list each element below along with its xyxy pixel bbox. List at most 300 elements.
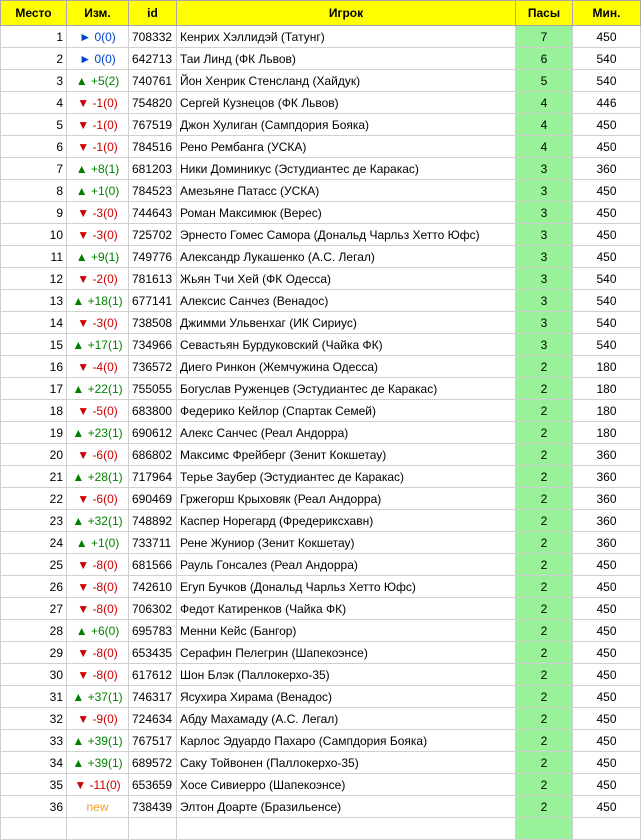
change-value: -4(0): [92, 359, 118, 374]
change-value: +39(1): [87, 755, 123, 770]
place-cell[interactable]: 24: [1, 532, 67, 554]
player-cell[interactable]: Амезьяне Патасс (УСКА): [177, 180, 516, 202]
change-value: -6(0): [92, 491, 118, 506]
place-cell[interactable]: 12: [1, 268, 67, 290]
change-cell[interactable]: [67, 664, 129, 686]
id-cell[interactable]: 690469: [129, 488, 177, 510]
arrow-down-icon: ▼: [77, 579, 90, 594]
header-change[interactable]: Изм.: [67, 1, 129, 26]
change-cell[interactable]: [67, 290, 129, 312]
table-row[interactable]: [1, 730, 641, 752]
player-cell[interactable]: Федерико Кейлор (Спартак Семей): [177, 400, 516, 422]
table-row[interactable]: [1, 510, 641, 532]
place-cell[interactable]: 29: [1, 642, 67, 664]
change-value: -1(0): [92, 139, 118, 154]
id-cell[interactable]: 736572: [129, 356, 177, 378]
change-value: -8(0): [92, 645, 118, 660]
id-cell[interactable]: 617612: [129, 664, 177, 686]
arrow-right-icon: ►: [79, 51, 92, 66]
passes-cell[interactable]: 3: [516, 246, 573, 268]
arrow-up-icon: ▲: [72, 513, 85, 528]
passes-cell[interactable]: 5: [516, 70, 573, 92]
arrow-up-icon: ▲: [72, 293, 85, 308]
place-cell[interactable]: 26: [1, 576, 67, 598]
change-cell[interactable]: [67, 312, 129, 334]
passes-cell[interactable]: 2: [516, 532, 573, 554]
passes-cell[interactable]: 3: [516, 224, 573, 246]
change-value: -11(0): [89, 777, 121, 792]
arrow-down-icon: ▼: [77, 557, 90, 572]
table-row[interactable]: [1, 818, 641, 840]
passes-cell[interactable]: 6: [516, 48, 573, 70]
table-row[interactable]: [1, 664, 641, 686]
place-cell[interactable]: 33: [1, 730, 67, 752]
change-cell[interactable]: [67, 774, 129, 796]
minutes-cell[interactable]: 450: [573, 598, 641, 620]
passes-cell[interactable]: 2: [516, 488, 573, 510]
minutes-cell[interactable]: 446: [573, 92, 641, 114]
arrow-down-icon: ▼: [77, 315, 90, 330]
player-cell[interactable]: Менни Кейс (Бангор): [177, 620, 516, 642]
id-cell[interactable]: 784516: [129, 136, 177, 158]
id-cell[interactable]: 724634: [129, 708, 177, 730]
player-cell[interactable]: [177, 818, 516, 840]
player-cell[interactable]: Карлос Эдуардо Пахаро (Сампдория Бояка): [177, 730, 516, 752]
table-row[interactable]: [1, 686, 641, 708]
table-row[interactable]: [1, 136, 641, 158]
id-cell[interactable]: 734966: [129, 334, 177, 356]
place-cell[interactable]: 19: [1, 422, 67, 444]
table-row[interactable]: [1, 444, 641, 466]
minutes-cell[interactable]: 180: [573, 356, 641, 378]
place-cell[interactable]: 8: [1, 180, 67, 202]
table-row[interactable]: [1, 290, 641, 312]
table-row[interactable]: [1, 642, 641, 664]
passes-cell[interactable]: 7: [516, 26, 573, 48]
id-cell[interactable]: 738508: [129, 312, 177, 334]
place-cell[interactable]: 3: [1, 70, 67, 92]
place-cell[interactable]: 6: [1, 136, 67, 158]
minutes-cell[interactable]: 540: [573, 268, 641, 290]
table-row[interactable]: [1, 48, 641, 70]
player-cell[interactable]: Таи Линд (ФК Львов): [177, 48, 516, 70]
place-cell[interactable]: 15: [1, 334, 67, 356]
id-cell[interactable]: 677141: [129, 290, 177, 312]
change-value: -8(0): [92, 557, 118, 572]
header-id[interactable]: id: [129, 1, 177, 26]
arrow-down-icon: ▼: [77, 645, 90, 660]
change-cell[interactable]: [67, 202, 129, 224]
minutes-cell[interactable]: 360: [573, 466, 641, 488]
place-cell[interactable]: 36: [1, 796, 67, 818]
id-cell[interactable]: 781613: [129, 268, 177, 290]
passes-cell[interactable]: 3: [516, 290, 573, 312]
player-cell[interactable]: Рауль Гонсалез (Реал Андорра): [177, 554, 516, 576]
passes-cell[interactable]: 2: [516, 620, 573, 642]
table-row[interactable]: [1, 202, 641, 224]
passes-cell[interactable]: [516, 818, 573, 840]
table-row[interactable]: [1, 576, 641, 598]
change-cell[interactable]: [67, 378, 129, 400]
id-cell[interactable]: 717964: [129, 466, 177, 488]
passes-cell[interactable]: 3: [516, 334, 573, 356]
passes-cell[interactable]: 2: [516, 642, 573, 664]
change-cell[interactable]: [67, 686, 129, 708]
arrow-up-icon: ▲: [72, 425, 85, 440]
player-cell[interactable]: Севастьян Бурдуковский (Чайка ФК): [177, 334, 516, 356]
change-value: +9(1): [90, 249, 120, 264]
table-row[interactable]: [1, 70, 641, 92]
arrow-up-icon: ▲: [72, 689, 85, 704]
id-cell[interactable]: 725702: [129, 224, 177, 246]
id-cell[interactable]: 642713: [129, 48, 177, 70]
table-row[interactable]: [1, 334, 641, 356]
minutes-cell[interactable]: 180: [573, 378, 641, 400]
table-row[interactable]: [1, 356, 641, 378]
passes-cell[interactable]: 2: [516, 730, 573, 752]
change-cell[interactable]: [67, 246, 129, 268]
minutes-cell[interactable]: 360: [573, 158, 641, 180]
place-cell[interactable]: 21: [1, 466, 67, 488]
change-cell[interactable]: [67, 158, 129, 180]
place-cell[interactable]: 35: [1, 774, 67, 796]
change-cell[interactable]: [67, 818, 129, 840]
table-row[interactable]: [1, 554, 641, 576]
minutes-cell[interactable]: 360: [573, 488, 641, 510]
table-row[interactable]: [1, 774, 641, 796]
id-cell[interactable]: 683800: [129, 400, 177, 422]
arrow-down-icon: ▼: [77, 359, 90, 374]
player-cell[interactable]: Александр Лукашенко (А.С. Легал): [177, 246, 516, 268]
minutes-cell[interactable]: 450: [573, 686, 641, 708]
player-cell[interactable]: Каспер Норегард (Фредериксхавн): [177, 510, 516, 532]
id-cell[interactable]: 681203: [129, 158, 177, 180]
minutes-cell[interactable]: 540: [573, 70, 641, 92]
arrow-up-icon: ▲: [72, 381, 85, 396]
change-cell[interactable]: [67, 180, 129, 202]
change-value: 0(0): [94, 29, 116, 44]
passes-cell[interactable]: 2: [516, 356, 573, 378]
change-cell[interactable]: [67, 224, 129, 246]
minutes-cell[interactable]: 450: [573, 796, 641, 818]
place-cell[interactable]: 11: [1, 246, 67, 268]
player-cell[interactable]: Жьян Тчи Хей (ФК Одесса): [177, 268, 516, 290]
place-cell[interactable]: 16: [1, 356, 67, 378]
player-cell[interactable]: Егуп Бучков (Дональд Чарльз Хетто Юфс): [177, 576, 516, 598]
arrow-up-icon: ▲: [75, 249, 88, 264]
arrow-down-icon: ▼: [77, 95, 90, 110]
minutes-cell[interactable]: 450: [573, 752, 641, 774]
change-value: +1(0): [90, 535, 120, 550]
table-row[interactable]: [1, 158, 641, 180]
id-cell[interactable]: 748892: [129, 510, 177, 532]
place-cell[interactable]: 28: [1, 620, 67, 642]
player-cell[interactable]: Алексис Санчез (Венадос): [177, 290, 516, 312]
place-cell[interactable]: 9: [1, 202, 67, 224]
place-cell[interactable]: 31: [1, 686, 67, 708]
change-value: -1(0): [92, 117, 118, 132]
place-cell[interactable]: 1: [1, 26, 67, 48]
id-cell[interactable]: 755055: [129, 378, 177, 400]
arrow-down-icon: ▼: [77, 117, 90, 132]
passes-cell[interactable]: 2: [516, 466, 573, 488]
player-cell[interactable]: Алекс Санчес (Реал Андорра): [177, 422, 516, 444]
change-cell[interactable]: [67, 400, 129, 422]
change-cell[interactable]: [67, 26, 129, 48]
minutes-cell[interactable]: 450: [573, 730, 641, 752]
change-cell[interactable]: [67, 708, 129, 730]
passes-cell[interactable]: 2: [516, 400, 573, 422]
table-row[interactable]: [1, 598, 641, 620]
player-cell[interactable]: Федот Катиренков (Чайка ФК): [177, 598, 516, 620]
arrow-up-icon: ▲: [75, 623, 88, 638]
change-cell[interactable]: [67, 730, 129, 752]
change-cell[interactable]: [67, 576, 129, 598]
minutes-cell[interactable]: 180: [573, 400, 641, 422]
table-row[interactable]: [1, 532, 641, 554]
table-row[interactable]: [1, 378, 641, 400]
minutes-cell[interactable]: 450: [573, 554, 641, 576]
place-cell[interactable]: 25: [1, 554, 67, 576]
player-cell[interactable]: Серафин Пелегрин (Шапекоэнсе): [177, 642, 516, 664]
place-cell[interactable]: [1, 818, 67, 840]
passes-cell[interactable]: 3: [516, 202, 573, 224]
change-cell[interactable]: [67, 422, 129, 444]
table-row[interactable]: [1, 422, 641, 444]
place-cell[interactable]: 17: [1, 378, 67, 400]
id-cell[interactable]: 744643: [129, 202, 177, 224]
player-cell[interactable]: Кенрих Хэллидэй (Татунг): [177, 26, 516, 48]
passes-cell[interactable]: 3: [516, 268, 573, 290]
minutes-cell[interactable]: 360: [573, 510, 641, 532]
minutes-cell[interactable]: 360: [573, 444, 641, 466]
player-cell[interactable]: Ники Доминикус (Эстудиантес де Каракас): [177, 158, 516, 180]
passes-cell[interactable]: 2: [516, 554, 573, 576]
id-cell[interactable]: 784523: [129, 180, 177, 202]
change-value: -1(0): [92, 95, 118, 110]
id-cell[interactable]: 740761: [129, 70, 177, 92]
id-cell[interactable]: 653435: [129, 642, 177, 664]
player-cell[interactable]: Рене Жуниор (Зенит Кокшетау): [177, 532, 516, 554]
player-cell[interactable]: Джон Хулиган (Сампдория Бояка): [177, 114, 516, 136]
player-cell[interactable]: Абду Махамаду (А.С. Легал): [177, 708, 516, 730]
place-cell[interactable]: 5: [1, 114, 67, 136]
id-cell[interactable]: 653659: [129, 774, 177, 796]
passes-cell[interactable]: 4: [516, 114, 573, 136]
id-cell[interactable]: 742610: [129, 576, 177, 598]
change-cell[interactable]: [67, 334, 129, 356]
place-cell[interactable]: 14: [1, 312, 67, 334]
minutes-cell[interactable]: 180: [573, 422, 641, 444]
header-minutes[interactable]: Мин.: [573, 1, 641, 26]
minutes-cell[interactable]: 540: [573, 48, 641, 70]
place-cell[interactable]: 32: [1, 708, 67, 730]
minutes-cell[interactable]: 450: [573, 774, 641, 796]
id-cell[interactable]: 738439: [129, 796, 177, 818]
player-cell[interactable]: Богуслав Руженцев (Эстудиантес де Каракас): [177, 378, 516, 400]
id-cell[interactable]: 681566: [129, 554, 177, 576]
arrow-down-icon: ▼: [77, 403, 90, 418]
change-cell[interactable]: [67, 554, 129, 576]
passes-cell[interactable]: 3: [516, 158, 573, 180]
arrow-up-icon: ▲: [75, 73, 88, 88]
passes-cell[interactable]: 2: [516, 444, 573, 466]
id-cell[interactable]: 690612: [129, 422, 177, 444]
player-cell[interactable]: Ясухира Хирама (Венадос): [177, 686, 516, 708]
player-cell[interactable]: Йон Хенрик Стенсланд (Хайдук): [177, 70, 516, 92]
player-cell[interactable]: Джимми Ульвенхаг (ИК Сириус): [177, 312, 516, 334]
place-cell[interactable]: 4: [1, 92, 67, 114]
id-cell[interactable]: 689572: [129, 752, 177, 774]
player-cell[interactable]: Максимс Фрейберг (Зенит Кокшетау): [177, 444, 516, 466]
table-row[interactable]: [1, 752, 641, 774]
change-value: -8(0): [92, 667, 118, 682]
table-row[interactable]: [1, 180, 641, 202]
passes-cell[interactable]: 2: [516, 752, 573, 774]
player-cell[interactable]: Гржегорш Крыховяк (Реал Андорра): [177, 488, 516, 510]
minutes-cell[interactable]: [573, 818, 641, 840]
minutes-cell[interactable]: 450: [573, 246, 641, 268]
minutes-cell[interactable]: 450: [573, 576, 641, 598]
change-value: +23(1): [87, 425, 123, 440]
table-row[interactable]: [1, 708, 641, 730]
passes-cell[interactable]: 4: [516, 92, 573, 114]
id-cell[interactable]: 706302: [129, 598, 177, 620]
table-row[interactable]: [1, 246, 641, 268]
id-cell[interactable]: 754820: [129, 92, 177, 114]
header-passes[interactable]: Пасы: [516, 1, 573, 26]
passes-cell[interactable]: 2: [516, 598, 573, 620]
id-cell[interactable]: 695783: [129, 620, 177, 642]
minutes-cell[interactable]: 540: [573, 334, 641, 356]
place-cell[interactable]: 30: [1, 664, 67, 686]
place-cell[interactable]: 23: [1, 510, 67, 532]
table-row[interactable]: [1, 400, 641, 422]
change-cell[interactable]: [67, 642, 129, 664]
change-cell[interactable]: [67, 466, 129, 488]
player-cell[interactable]: Саку Тойвонен (Паллокерхо-35): [177, 752, 516, 774]
table-row[interactable]: [1, 466, 641, 488]
change-cell[interactable]: [67, 510, 129, 532]
table-row[interactable]: [1, 92, 641, 114]
passes-cell[interactable]: 4: [516, 136, 573, 158]
place-cell[interactable]: 22: [1, 488, 67, 510]
id-cell[interactable]: 749776: [129, 246, 177, 268]
minutes-cell[interactable]: 450: [573, 114, 641, 136]
change-cell[interactable]: [67, 48, 129, 70]
player-cell[interactable]: Роман Максимюк (Верес): [177, 202, 516, 224]
player-cell[interactable]: Терье Заубер (Эстудиантес де Каракас): [177, 466, 516, 488]
change-cell[interactable]: [67, 444, 129, 466]
minutes-cell[interactable]: 540: [573, 290, 641, 312]
player-cell[interactable]: Шон Блэк (Паллокерхо-35): [177, 664, 516, 686]
header-player[interactable]: Игрок: [177, 1, 516, 26]
player-cell[interactable]: Эрнесто Гомес Самора (Дональд Чарльз Хетто Юфс): [177, 224, 516, 246]
passes-cell[interactable]: 3: [516, 312, 573, 334]
passes-cell[interactable]: 2: [516, 774, 573, 796]
place-cell[interactable]: 13: [1, 290, 67, 312]
player-cell[interactable]: Хосе Сивиерро (Шапекоэнсе): [177, 774, 516, 796]
id-cell[interactable]: [129, 818, 177, 840]
arrow-down-icon: ▼: [77, 711, 90, 726]
table-row[interactable]: [1, 26, 641, 48]
id-cell[interactable]: 686802: [129, 444, 177, 466]
minutes-cell[interactable]: 450: [573, 664, 641, 686]
player-cell[interactable]: Сергей Кузнецов (ФК Львов): [177, 92, 516, 114]
table-row[interactable]: [1, 488, 641, 510]
change-cell[interactable]: [67, 796, 129, 818]
place-cell[interactable]: 7: [1, 158, 67, 180]
place-cell[interactable]: 2: [1, 48, 67, 70]
passes-cell[interactable]: 2: [516, 796, 573, 818]
id-cell[interactable]: 767519: [129, 114, 177, 136]
player-cell[interactable]: Элтон Доарте (Бразильенсе): [177, 796, 516, 818]
table-row[interactable]: [1, 312, 641, 334]
id-cell[interactable]: 767517: [129, 730, 177, 752]
id-cell[interactable]: 733711: [129, 532, 177, 554]
passes-cell[interactable]: 2: [516, 576, 573, 598]
change-cell[interactable]: [67, 620, 129, 642]
table-row[interactable]: [1, 796, 641, 818]
minutes-cell[interactable]: 450: [573, 26, 641, 48]
minutes-cell[interactable]: 450: [573, 224, 641, 246]
minutes-cell[interactable]: 450: [573, 708, 641, 730]
change-cell[interactable]: [67, 92, 129, 114]
change-cell[interactable]: [67, 532, 129, 554]
table-row[interactable]: [1, 114, 641, 136]
table-row[interactable]: [1, 224, 641, 246]
passes-cell[interactable]: 2: [516, 510, 573, 532]
minutes-cell[interactable]: 540: [573, 312, 641, 334]
minutes-cell[interactable]: 450: [573, 136, 641, 158]
minutes-cell[interactable]: 450: [573, 180, 641, 202]
table-row[interactable]: [1, 620, 641, 642]
passes-cell[interactable]: 2: [516, 378, 573, 400]
place-cell[interactable]: 20: [1, 444, 67, 466]
place-cell[interactable]: 10: [1, 224, 67, 246]
minutes-cell[interactable]: 450: [573, 642, 641, 664]
place-cell[interactable]: 18: [1, 400, 67, 422]
passes-cell[interactable]: 2: [516, 664, 573, 686]
id-cell[interactable]: 746317: [129, 686, 177, 708]
table-row[interactable]: [1, 268, 641, 290]
place-cell[interactable]: 27: [1, 598, 67, 620]
change-value: +17(1): [87, 337, 123, 352]
passes-cell[interactable]: 2: [516, 422, 573, 444]
player-cell[interactable]: Диего Ринкон (Жемчужина Одесса): [177, 356, 516, 378]
change-cell[interactable]: [67, 752, 129, 774]
change-cell[interactable]: [67, 70, 129, 92]
change-cell[interactable]: [67, 268, 129, 290]
passes-cell[interactable]: 2: [516, 708, 573, 730]
passes-cell[interactable]: 3: [516, 180, 573, 202]
header-place[interactable]: Место: [1, 1, 67, 26]
change-cell[interactable]: [67, 488, 129, 510]
change-value: -3(0): [92, 315, 118, 330]
passes-cell[interactable]: 2: [516, 686, 573, 708]
minutes-cell[interactable]: 450: [573, 202, 641, 224]
change-cell[interactable]: [67, 114, 129, 136]
minutes-cell[interactable]: 450: [573, 620, 641, 642]
change-value: -3(0): [92, 227, 118, 242]
player-cell[interactable]: Рено Рембанга (УСКА): [177, 136, 516, 158]
change-cell[interactable]: [67, 136, 129, 158]
id-cell[interactable]: 708332: [129, 26, 177, 48]
place-cell[interactable]: 34: [1, 752, 67, 774]
change-cell[interactable]: [67, 356, 129, 378]
minutes-cell[interactable]: 360: [573, 532, 641, 554]
change-cell[interactable]: [67, 598, 129, 620]
